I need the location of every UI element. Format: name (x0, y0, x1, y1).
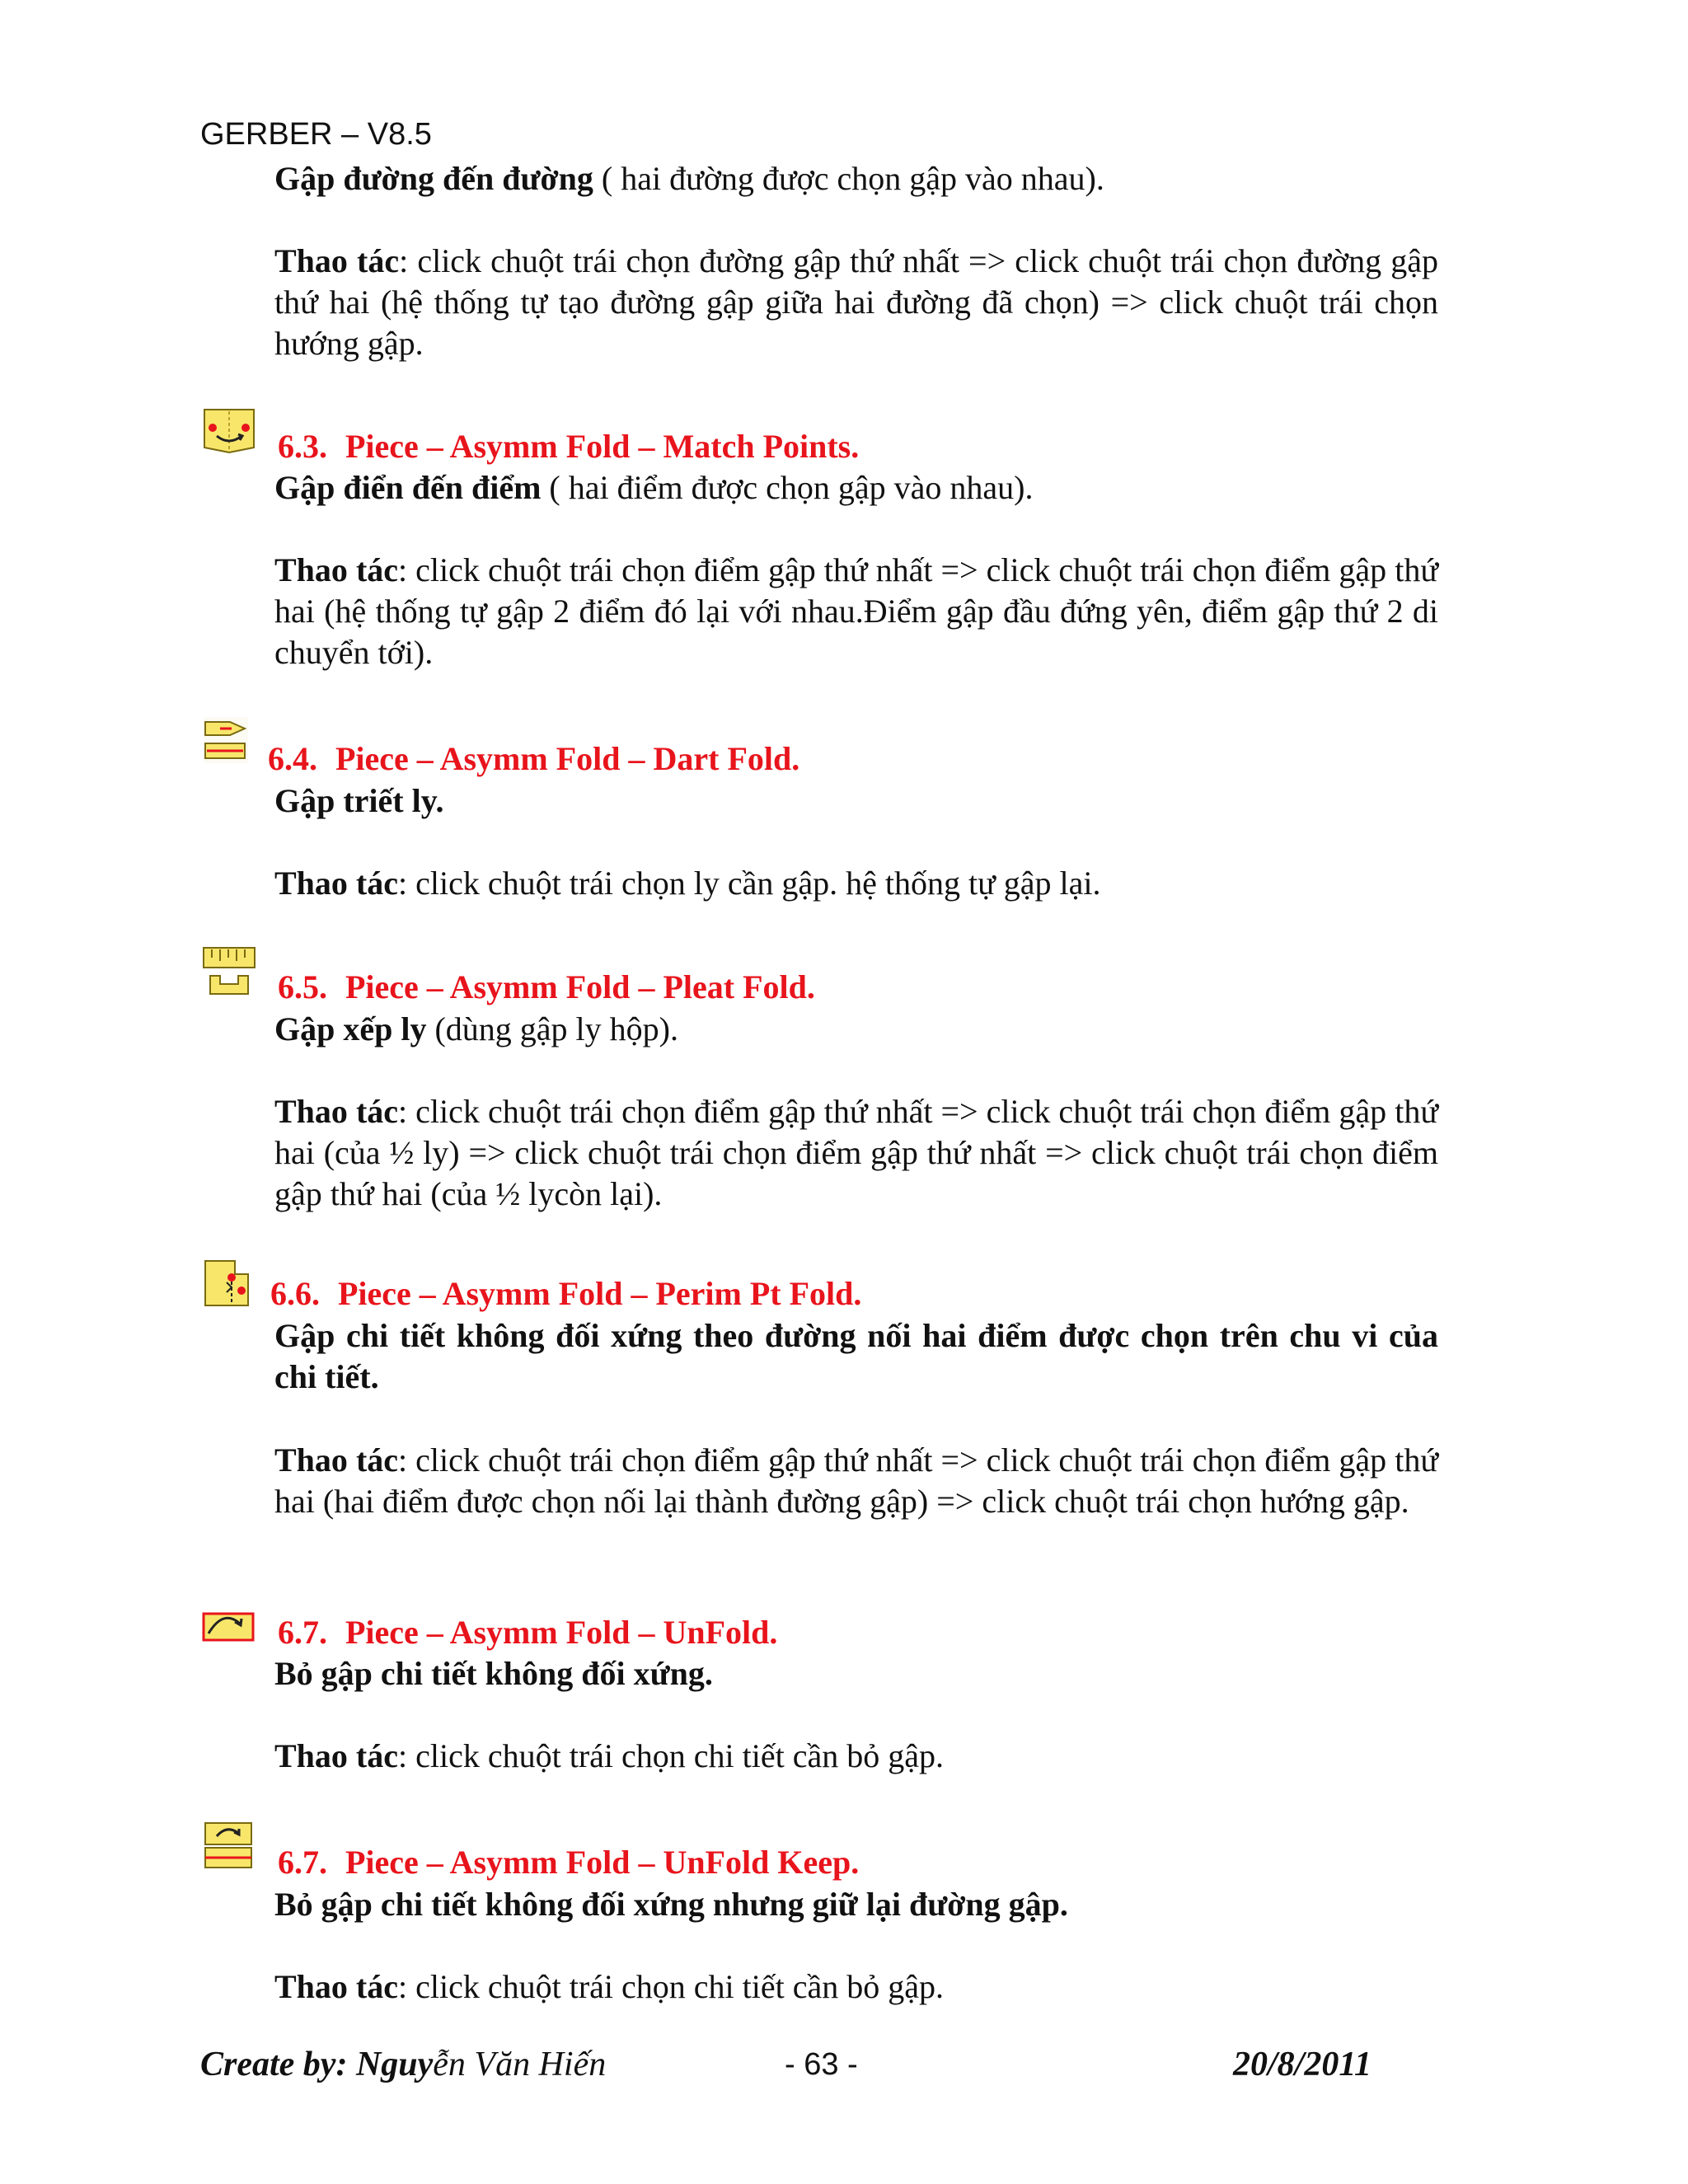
section-description: Bỏ gập chi tiết không đối xứng. (274, 1655, 713, 1692)
operation-label: Thao tác (274, 551, 399, 588)
operation-label: Thao tác (274, 1968, 398, 2005)
section-operation: Thao tác: click chuột trái chọn điểm gập thứ nhất => click chuột trái chọn điểm gập thứ hai (hai điểm được chọn nối lại thành đường gập) => click chuột trái chọn hướng gập. (274, 1441, 1438, 1520)
unfold-keep-icon (202, 1820, 255, 1875)
document-header: GERBER – V8.5 (200, 117, 432, 152)
section-heading-6-3: 6.3. Piece – Asymm Fold – Match Points. (278, 428, 860, 465)
section-operation: Thao tác: click chuột trái chọn ly cần gập. hệ thống tự gập lại. (274, 865, 1101, 902)
operation-label: Thao tác (274, 1737, 398, 1774)
section-operation: Thao tác: click chuột trái chọn chi tiết cần bỏ gập. (274, 1968, 944, 2005)
operation-label: Thao tác (274, 1093, 399, 1130)
section-description: Gập chi tiết không đối xứng theo đường nối hai điểm được chọn trên chu vi của chi tiết. (274, 1317, 1438, 1395)
dart-fold-icon (202, 715, 250, 769)
section-operation: Thao tác: click chuột trái chọn chi tiết cần bỏ gập. (274, 1737, 944, 1774)
section-heading-6-7-unfold-keep: 6.7. Piece – Asymm Fold – UnFold Keep. (278, 1844, 860, 1881)
intro-description: Gập đường đến đường ( hai đường được chọn gập vào nhau). (274, 160, 1104, 197)
section-description: Gập điển đến điểm ( hai điểm được chọn gập vào nhau). (274, 469, 1034, 506)
footer-date: 20/8/2011 (1233, 2046, 1372, 2083)
match-points-icon (202, 406, 256, 458)
section-description: Bỏ gập chi tiết không đối xứng nhưng giữ lại đường gập. (274, 1886, 1068, 1923)
section-heading-6-4: 6.4. Piece – Asymm Fold – Dart Fold. (268, 740, 800, 777)
operation-label: Thao tác (274, 865, 398, 902)
section-heading-6-7-unfold: 6.7. Piece – Asymm Fold – UnFold. (278, 1614, 778, 1651)
section-heading-6-6: 6.6. Piece – Asymm Fold – Perim Pt Fold. (270, 1275, 862, 1312)
section-description: Gập xếp ly (dùng gập ly hộp). (274, 1010, 678, 1047)
intro-operation: Thao tác: click chuột trái chọn đường gập thứ nhất => click chuột trái chọn đường gập thứ hai (hệ thống tự tạo đường gập giữa hai đường đã chọn) => click chuột trái chọn hướng gập. (274, 242, 1439, 362)
page-number: - 63 - (785, 2047, 858, 2082)
unfold-icon (202, 1605, 255, 1646)
operation-label: Thao tác (274, 242, 400, 279)
perim-pt-fold-icon (202, 1258, 253, 1313)
footer-author: Create by: Nguyễn Văn Hiến (200, 2046, 607, 2083)
section-heading-6-5: 6.5. Piece – Asymm Fold – Pleat Fold. (278, 968, 815, 1005)
section-operation: Thao tác: click chuột trái chọn điểm gập thứ nhất => click chuột trái chọn điểm gập thứ hai (hệ thống tự gập 2 điểm đó lại với nhau.Điểm gập đầu đứng yên, điểm gập thứ 2 di chuyển tới). (274, 551, 1438, 671)
intro-title: Gập đường đến đường (274, 160, 593, 197)
pleat-fold-icon (202, 946, 256, 1001)
section-description: Gập triết ly. (274, 782, 444, 819)
operation-label: Thao tác (274, 1441, 399, 1479)
section-operation: Thao tác: click chuột trái chọn điểm gập thứ nhất => click chuột trái chọn điểm gập thứ hai (của ½ ly) => click chuột trái chọn điểm gập thứ nhất => click chuột trái chọn điểm gập thứ hai (của ½ lycòn lại). (274, 1093, 1438, 1212)
